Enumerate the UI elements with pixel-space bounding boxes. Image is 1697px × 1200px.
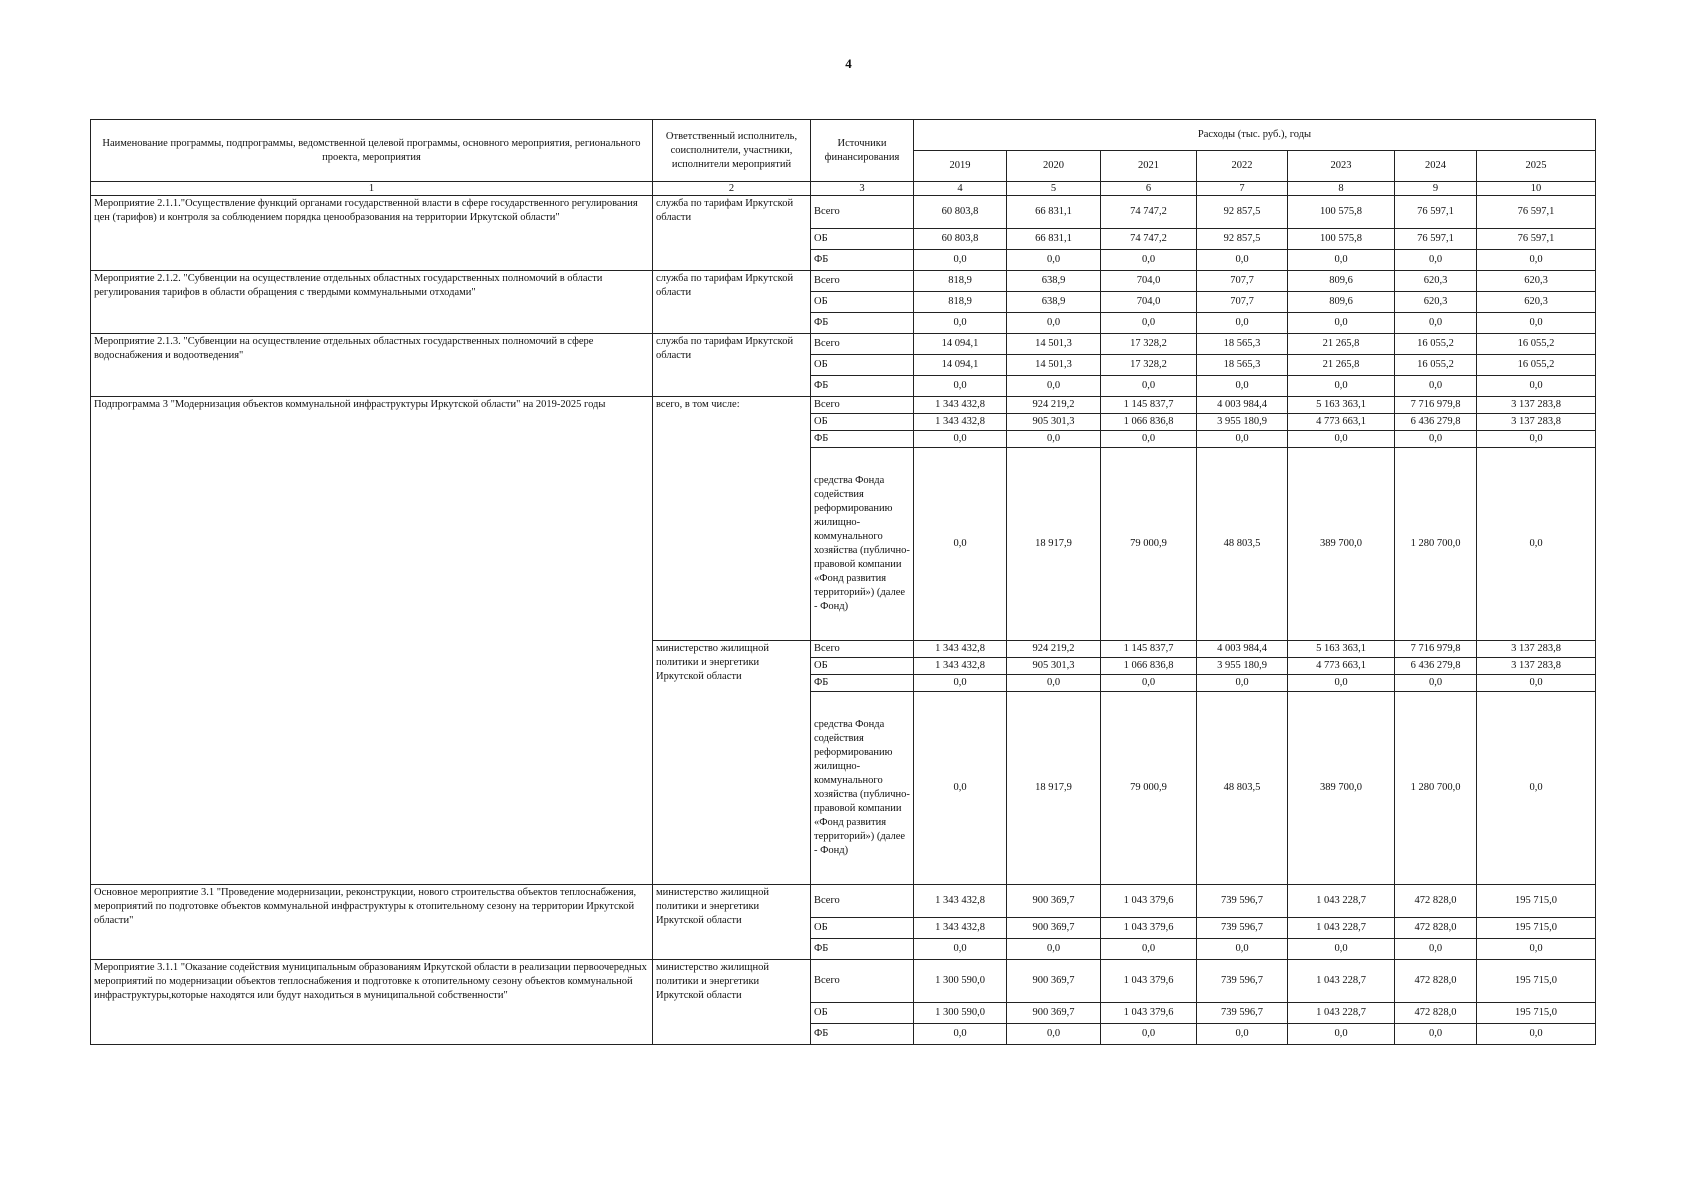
- amount-cell: 4 773 663,1: [1288, 414, 1395, 431]
- amount-cell: 472 828,0: [1395, 1003, 1477, 1024]
- subprogram-name: Подпрограмма 3 "Модернизация объектов коммунальной инфраструктуры Иркутской области" на 2019-2025 годы: [91, 397, 653, 885]
- amount-cell: 76 597,1: [1477, 229, 1596, 250]
- amount-cell: 0,0: [1288, 939, 1395, 960]
- amount-cell: 1 343 432,8: [914, 658, 1007, 675]
- amount-cell: 0,0: [1395, 939, 1477, 960]
- amount-cell: 4 003 984,4: [1197, 641, 1288, 658]
- amount-cell: 3 137 283,8: [1477, 658, 1596, 675]
- amount-cell: 3 137 283,8: [1477, 641, 1596, 658]
- amount-cell: 472 828,0: [1395, 918, 1477, 939]
- amount-cell: 1 300 590,0: [914, 960, 1007, 1003]
- amount-cell: 3 137 283,8: [1477, 397, 1596, 414]
- amount-cell: 1 280 700,0: [1395, 448, 1477, 641]
- table-row: [91, 271, 1596, 292]
- amount-cell: 0,0: [1477, 313, 1596, 334]
- amount-cell: 16 055,2: [1395, 355, 1477, 376]
- amount-cell: 16 055,2: [1477, 355, 1596, 376]
- source-label: ФБ: [811, 675, 914, 692]
- amount-cell: 809,6: [1288, 292, 1395, 313]
- amount-cell: 818,9: [914, 271, 1007, 292]
- source-label: ОБ: [811, 1003, 914, 1024]
- amount-cell: 3 137 283,8: [1477, 414, 1596, 431]
- amount-cell: 1 043 379,6: [1101, 1003, 1197, 1024]
- activity-name: Мероприятие 2.1.3. "Субвенции на осуществление отдельных областных государственных полномочий в сфере водоснабжения и водоотведения": [91, 334, 653, 397]
- amount-cell: 3 955 180,9: [1197, 414, 1288, 431]
- amount-cell: 707,7: [1197, 271, 1288, 292]
- amount-cell: 0,0: [1477, 1024, 1596, 1045]
- activity-executor: служба по тарифам Иркутской области: [653, 271, 811, 334]
- amount-cell: 0,0: [1477, 448, 1596, 641]
- amount-cell: 472 828,0: [1395, 960, 1477, 1003]
- amount-cell: 389 700,0: [1288, 692, 1395, 885]
- amount-cell: 1 343 432,8: [914, 414, 1007, 431]
- amount-cell: 195 715,0: [1477, 1003, 1596, 1024]
- amount-cell: 0,0: [1288, 431, 1395, 448]
- column-index: 5: [1007, 182, 1101, 196]
- source-label: ОБ: [811, 658, 914, 675]
- header-executor: Ответственный исполнитель, соисполнители, участники, исполнители мероприятий: [653, 120, 811, 182]
- amount-cell: 0,0: [1197, 939, 1288, 960]
- amount-cell: 620,3: [1477, 292, 1596, 313]
- amount-cell: 1 043 379,6: [1101, 885, 1197, 918]
- amount-cell: 1 145 837,7: [1101, 397, 1197, 414]
- amount-cell: 92 857,5: [1197, 196, 1288, 229]
- source-label: Всего: [811, 196, 914, 229]
- column-index: 10: [1477, 182, 1596, 196]
- amount-cell: 818,9: [914, 292, 1007, 313]
- header-year: 2025: [1477, 151, 1596, 182]
- amount-cell: 0,0: [1197, 250, 1288, 271]
- subprogram-total-label: всего, в том числе:: [653, 397, 811, 641]
- amount-cell: 809,6: [1288, 271, 1395, 292]
- amount-cell: 7 716 979,8: [1395, 397, 1477, 414]
- amount-cell: 0,0: [1477, 692, 1596, 885]
- amount-cell: 1 343 432,8: [914, 918, 1007, 939]
- amount-cell: 0,0: [1288, 376, 1395, 397]
- amount-cell: 18 565,3: [1197, 334, 1288, 355]
- amount-cell: 74 747,2: [1101, 196, 1197, 229]
- source-label: ФБ: [811, 313, 914, 334]
- header-year: 2023: [1288, 151, 1395, 182]
- activity-name: Мероприятие 2.1.1."Осуществление функций органами государственной власти в сфере государственного регулирования цен (тарифов) и контроля за соблюдением порядка ценообразования на территории Иркутской области": [91, 196, 653, 271]
- amount-cell: 100 575,8: [1288, 229, 1395, 250]
- amount-cell: 66 831,1: [1007, 196, 1101, 229]
- amount-cell: 195 715,0: [1477, 960, 1596, 1003]
- amount-cell: 76 597,1: [1395, 196, 1477, 229]
- amount-cell: 472 828,0: [1395, 885, 1477, 918]
- amount-cell: 48 803,5: [1197, 448, 1288, 641]
- amount-cell: 4 003 984,4: [1197, 397, 1288, 414]
- column-index: 9: [1395, 182, 1477, 196]
- amount-cell: 1 300 590,0: [914, 1003, 1007, 1024]
- amount-cell: 0,0: [1395, 376, 1477, 397]
- amount-cell: 0,0: [914, 675, 1007, 692]
- activity-name: Основное мероприятие 3.1 "Проведение модернизации, реконструкции, нового строительства объектов теплоснабжения, мероприятий по подготовке объектов коммунальной инфраструктуры к отопительному сезону на территории Иркутской области": [91, 885, 653, 960]
- activity-name: Мероприятие 3.1.1 "Оказание содействия муниципальным образованиям Иркутской области в реализации первоочередных мероприятий по модернизации объектов теплоснабжения и подготовке к отопительному сезону объектов коммунальной инфраструктуры,которые находятся или будут находиться в муниципальной собственности": [91, 960, 653, 1045]
- source-label: средства Фонда содействия реформированию жилищно-коммунального хозяйства (публично-правовой компании «Фонд развития территорий») (далее - Фонд): [811, 448, 914, 641]
- amount-cell: 6 436 279,8: [1395, 658, 1477, 675]
- source-label: ОБ: [811, 355, 914, 376]
- amount-cell: 18 917,9: [1007, 448, 1101, 641]
- amount-cell: 0,0: [1197, 1024, 1288, 1045]
- amount-cell: 76 597,1: [1395, 229, 1477, 250]
- source-label: ФБ: [811, 1024, 914, 1045]
- amount-cell: 924 219,2: [1007, 641, 1101, 658]
- column-index: 3: [811, 182, 914, 196]
- amount-cell: 0,0: [914, 250, 1007, 271]
- amount-cell: 1 043 228,7: [1288, 1003, 1395, 1024]
- amount-cell: 739 596,7: [1197, 885, 1288, 918]
- amount-cell: 1 066 836,8: [1101, 658, 1197, 675]
- amount-cell: 0,0: [1288, 1024, 1395, 1045]
- header-expenses: Расходы (тыс. руб.), годы: [914, 120, 1596, 151]
- table-row: [91, 196, 1596, 229]
- table-row: [91, 885, 1596, 918]
- amount-cell: 739 596,7: [1197, 960, 1288, 1003]
- amount-cell: 0,0: [1477, 675, 1596, 692]
- header-year: 2021: [1101, 151, 1197, 182]
- amount-cell: 0,0: [1101, 675, 1197, 692]
- amount-cell: 0,0: [1101, 939, 1197, 960]
- amount-cell: 0,0: [1477, 250, 1596, 271]
- amount-cell: 0,0: [1007, 939, 1101, 960]
- source-label: ОБ: [811, 414, 914, 431]
- amount-cell: 195 715,0: [1477, 885, 1596, 918]
- amount-cell: 0,0: [1395, 675, 1477, 692]
- amount-cell: 4 773 663,1: [1288, 658, 1395, 675]
- amount-cell: 195 715,0: [1477, 918, 1596, 939]
- amount-cell: 18 917,9: [1007, 692, 1101, 885]
- amount-cell: 3 955 180,9: [1197, 658, 1288, 675]
- header-source: Источники финансирования: [811, 120, 914, 182]
- amount-cell: 1 066 836,8: [1101, 414, 1197, 431]
- amount-cell: 0,0: [1101, 250, 1197, 271]
- amount-cell: 7 716 979,8: [1395, 641, 1477, 658]
- amount-cell: 0,0: [914, 939, 1007, 960]
- amount-cell: 900 369,7: [1007, 918, 1101, 939]
- amount-cell: 0,0: [914, 313, 1007, 334]
- amount-cell: 0,0: [1197, 675, 1288, 692]
- amount-cell: 620,3: [1477, 271, 1596, 292]
- amount-cell: 0,0: [1197, 431, 1288, 448]
- activity-name: Мероприятие 2.1.2. "Субвенции на осуществление отдельных областных государственных полномочий в области регулирования тарифов в области обращения с твердыми коммунальными отходами": [91, 271, 653, 334]
- activity-executor: министерство жилищной политики и энергетики Иркутской области: [653, 960, 811, 1045]
- amount-cell: 0,0: [1477, 376, 1596, 397]
- amount-cell: 17 328,2: [1101, 355, 1197, 376]
- amount-cell: 16 055,2: [1395, 334, 1477, 355]
- amount-cell: 0,0: [914, 448, 1007, 641]
- budget-table: [90, 119, 1596, 1045]
- amount-cell: 0,0: [914, 376, 1007, 397]
- column-index: 2: [653, 182, 811, 196]
- amount-cell: 638,9: [1007, 292, 1101, 313]
- amount-cell: 1 043 228,7: [1288, 885, 1395, 918]
- amount-cell: 0,0: [914, 431, 1007, 448]
- source-label: ФБ: [811, 431, 914, 448]
- amount-cell: 0,0: [1477, 431, 1596, 448]
- amount-cell: 100 575,8: [1288, 196, 1395, 229]
- amount-cell: 704,0: [1101, 292, 1197, 313]
- amount-cell: 0,0: [914, 1024, 1007, 1045]
- amount-cell: 0,0: [1395, 1024, 1477, 1045]
- amount-cell: 707,7: [1197, 292, 1288, 313]
- amount-cell: 1 043 228,7: [1288, 960, 1395, 1003]
- amount-cell: 924 219,2: [1007, 397, 1101, 414]
- amount-cell: 76 597,1: [1477, 196, 1596, 229]
- amount-cell: 48 803,5: [1197, 692, 1288, 885]
- amount-cell: 620,3: [1395, 271, 1477, 292]
- page-number: 4: [845, 56, 852, 71]
- source-label: ОБ: [811, 918, 914, 939]
- amount-cell: 0,0: [1007, 675, 1101, 692]
- amount-cell: 0,0: [1395, 431, 1477, 448]
- amount-cell: 6 436 279,8: [1395, 414, 1477, 431]
- amount-cell: 0,0: [1197, 376, 1288, 397]
- column-index: 4: [914, 182, 1007, 196]
- table-row: [91, 960, 1596, 1003]
- amount-cell: 900 369,7: [1007, 960, 1101, 1003]
- amount-cell: 0,0: [1197, 313, 1288, 334]
- header-year: 2022: [1197, 151, 1288, 182]
- source-label: ОБ: [811, 229, 914, 250]
- amount-cell: 21 265,8: [1288, 334, 1395, 355]
- amount-cell: 18 565,3: [1197, 355, 1288, 376]
- column-index: 7: [1197, 182, 1288, 196]
- amount-cell: 0,0: [1007, 250, 1101, 271]
- amount-cell: 0,0: [1101, 1024, 1197, 1045]
- amount-cell: 739 596,7: [1197, 918, 1288, 939]
- source-label: ФБ: [811, 376, 914, 397]
- amount-cell: 620,3: [1395, 292, 1477, 313]
- source-label: средства Фонда содействия реформированию жилищно-коммунального хозяйства (публично-правовой компании «Фонд развития территорий») (далее - Фонд): [811, 692, 914, 885]
- amount-cell: 0,0: [1101, 313, 1197, 334]
- amount-cell: 5 163 363,1: [1288, 397, 1395, 414]
- amount-cell: 704,0: [1101, 271, 1197, 292]
- activity-executor: министерство жилищной политики и энергетики Иркутской области: [653, 885, 811, 960]
- amount-cell: 905 301,3: [1007, 658, 1101, 675]
- activity-executor: служба по тарифам Иркутской области: [653, 334, 811, 397]
- amount-cell: 0,0: [1288, 675, 1395, 692]
- table-body: [91, 196, 1596, 1045]
- amount-cell: 389 700,0: [1288, 448, 1395, 641]
- index-row: [91, 182, 1596, 196]
- column-index: 8: [1288, 182, 1395, 196]
- amount-cell: 0,0: [1007, 376, 1101, 397]
- activity-executor: служба по тарифам Иркутской области: [653, 196, 811, 271]
- amount-cell: 638,9: [1007, 271, 1101, 292]
- table-row: [91, 334, 1596, 355]
- column-index: 1: [91, 182, 653, 196]
- amount-cell: 0,0: [1477, 939, 1596, 960]
- column-index: 6: [1101, 182, 1197, 196]
- amount-cell: 0,0: [1007, 313, 1101, 334]
- source-label: Всего: [811, 885, 914, 918]
- amount-cell: 14 501,3: [1007, 334, 1101, 355]
- source-label: ОБ: [811, 292, 914, 313]
- header-name: Наименование программы, подпрограммы, ведомственной целевой программы, основного мероприятия, регионального проекта, мероприятия: [91, 120, 653, 182]
- amount-cell: 1 043 379,6: [1101, 918, 1197, 939]
- amount-cell: 79 000,9: [1101, 448, 1197, 641]
- subprogram-ministry-label: министерство жилищной политики и энергетики Иркутской области: [653, 641, 811, 885]
- amount-cell: 1 343 432,8: [914, 885, 1007, 918]
- amount-cell: 905 301,3: [1007, 414, 1101, 431]
- amount-cell: 14 501,3: [1007, 355, 1101, 376]
- amount-cell: 60 803,8: [914, 196, 1007, 229]
- amount-cell: 1 280 700,0: [1395, 692, 1477, 885]
- amount-cell: 0,0: [1101, 376, 1197, 397]
- amount-cell: 0,0: [1007, 1024, 1101, 1045]
- amount-cell: 739 596,7: [1197, 1003, 1288, 1024]
- header-year: 2019: [914, 151, 1007, 182]
- amount-cell: 0,0: [1395, 250, 1477, 271]
- amount-cell: 0,0: [914, 692, 1007, 885]
- amount-cell: 5 163 363,1: [1288, 641, 1395, 658]
- amount-cell: 900 369,7: [1007, 1003, 1101, 1024]
- amount-cell: 14 094,1: [914, 355, 1007, 376]
- amount-cell: 14 094,1: [914, 334, 1007, 355]
- amount-cell: 79 000,9: [1101, 692, 1197, 885]
- header-year: 2024: [1395, 151, 1477, 182]
- source-label: ФБ: [811, 250, 914, 271]
- amount-cell: 900 369,7: [1007, 885, 1101, 918]
- source-label: Всего: [811, 641, 914, 658]
- amount-cell: 21 265,8: [1288, 355, 1395, 376]
- amount-cell: 0,0: [1395, 313, 1477, 334]
- amount-cell: 0,0: [1288, 313, 1395, 334]
- source-label: ФБ: [811, 939, 914, 960]
- amount-cell: 92 857,5: [1197, 229, 1288, 250]
- amount-cell: 1 145 837,7: [1101, 641, 1197, 658]
- source-label: Всего: [811, 960, 914, 1003]
- header-year: 2020: [1007, 151, 1101, 182]
- amount-cell: 16 055,2: [1477, 334, 1596, 355]
- amount-cell: 17 328,2: [1101, 334, 1197, 355]
- amount-cell: 0,0: [1288, 250, 1395, 271]
- amount-cell: 66 831,1: [1007, 229, 1101, 250]
- source-label: Всего: [811, 334, 914, 355]
- amount-cell: 1 043 228,7: [1288, 918, 1395, 939]
- table-row: [91, 397, 1596, 414]
- amount-cell: 1 343 432,8: [914, 397, 1007, 414]
- source-label: Всего: [811, 271, 914, 292]
- amount-cell: 1 043 379,6: [1101, 960, 1197, 1003]
- amount-cell: 74 747,2: [1101, 229, 1197, 250]
- amount-cell: 0,0: [1101, 431, 1197, 448]
- source-label: Всего: [811, 397, 914, 414]
- amount-cell: 60 803,8: [914, 229, 1007, 250]
- amount-cell: 1 343 432,8: [914, 641, 1007, 658]
- amount-cell: 0,0: [1007, 431, 1101, 448]
